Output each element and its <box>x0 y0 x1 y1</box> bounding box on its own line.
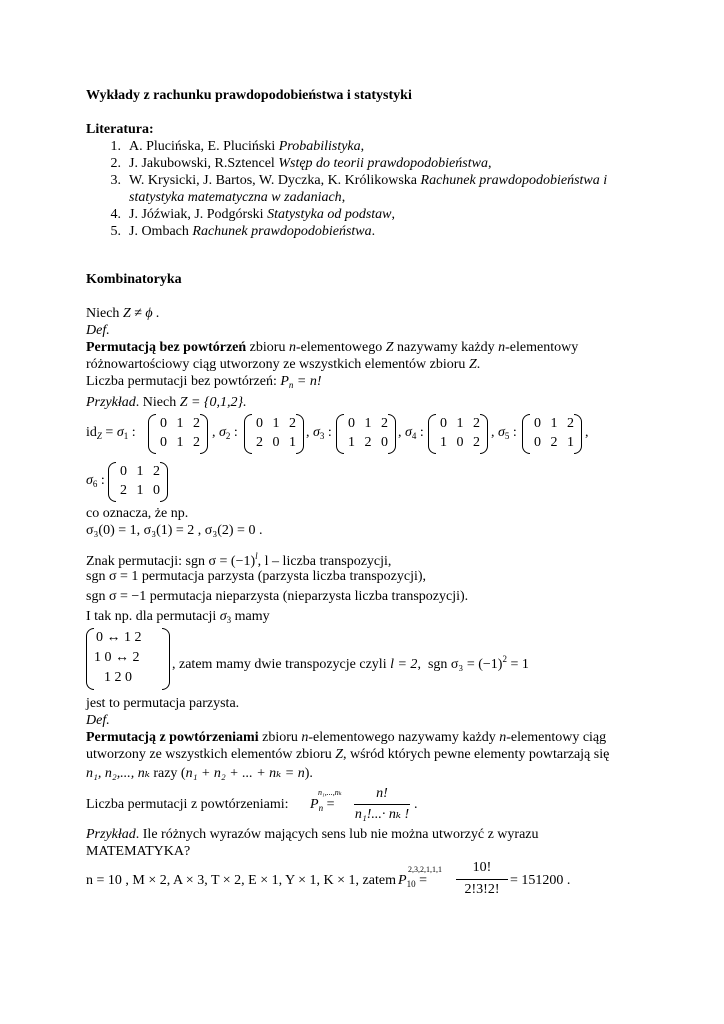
itak-line: I tak np. dla permutacji $\sigma_3$ mamy <box>86 609 270 625</box>
sigma6-label: $\sigma_6$ : <box>86 473 105 489</box>
definition2-line: Permutacją z powtórzeniami zbioru n-elementowego nazywamy każdy n-elementowy ciąg <box>86 730 607 745</box>
p-superscript: n₁,...,nₖ <box>318 788 342 797</box>
id-label: $id_Z = \sigma_1$ : <box>86 425 136 441</box>
example2-word: MATEMATYKA? <box>86 844 191 859</box>
fraction-denominator: n₁!...· nₖ ! <box>354 807 410 822</box>
document-page: Wykłady z rachunku prawdopodobieństwa i statystyki Literatura: 1. A. Plucińska, E. Pluciński Probabilistyka, 2. J. Jakubowski, R.Sztencel Wstęp do teorii prawdopodobieństwa, 3. W. Krysicki, J. Bartos, W. Dyczka, K. Królikowska Rachunek prawdopodobieństwa i statystyka matematyczna w zadaniach, 4. J. Jóźwiak, J. Podgórski Statystyka od podstaw, 5. J. Ombach Rachunek prawdopodobieństwa. Kombinatoryka Niech Z ≠ ϕ . Def. Permutacją bez powtórzeń zbioru n-elementowego Z nazywamy każdy n-elementowy różnowartościowy ciąg utworzony ze wszystkich elementów zbioru Z. Liczba permutacji bez powtórzeń: $P_n = n$! Przykład. Niech Z = {0,1,2}. $id_Z = \sigma_1$ : 0 1 2 0 1 2 , $\sigma_2$ : 0 1 2 2 0 1 , $\sigma_3$ : 0 1 2 1 2 0 , $\sigma_4$ : 0 1 2 1 0 2 , $\sigma_5$ : 0 1 2 0 2 1 , $\sigma_6$ : 0 1 2 2 1 0 co oznacza, że np. σ₃(0) = 1, σ₃(1) = 2 , σ₃(2) = 0 . Znak permutacji: sgn $\sigma = (-1)^l$, l – liczba transpozycji, sgn σ = 1 permutacja parzysta (parzysta liczba transpozycji), sgn σ = −1 permutacja nieparzysta (nieparzysta liczba transpozycji). I tak np. dla permutacji $\sigma_3$ mamy 0 ↔ 1 2 1 0 ↔ 2 1 2 0 , zatem mamy dwie transpozycje czyli l = 2, sgn $\sigma_3 = (-1)^2 = 1$ jest to permutacja parzysta. Def. Permutacją z powtórzeniami zbioru n-elementowego nazywamy każdy n-elementowy ciąg utworzony ze wszystkich elementów zbioru Z, wśród których pewne elementy powtarzają się n₁, n₂,..., nₖ razy (n₁ + n₂ + ... + nₖ = n). Liczba permutacji z powtórzeniami: $P_n$ = n₁,...,nₖ n! n₁!...· nₖ ! . Przykład. Ile różnych wyrazów mających sens lub nie można utworzyć z wyrazu MATEMATYKA? n = 10 , M × 2, A × 3, T × 2, E × 1, Y × 1, K × 1, zatem $P_{10}$ = 2,3,2,1,1,1 10! 2!3!2! = 151200 . <box>86 88 610 897</box>
fraction2-numerator: 10! <box>472 860 492 875</box>
matrix-sigma5: 0 1 2 0 2 1 <box>522 414 582 454</box>
definition2-line: utworzony ze wszystkich elementów zbioru Z, wśród których pewne elementy powtarzają się <box>86 747 610 762</box>
literatura-heading: Literatura: <box>86 122 154 137</box>
sgn-minus-line: sgn σ = −1 permutacja nieparzysta (nieparzysta liczba transpozycji). <box>86 589 469 604</box>
def-label-2: Def. <box>86 713 110 728</box>
example-line: Przykład. Niech Z = {0,1,2}. <box>86 395 247 410</box>
sigma2-label: , $\sigma_2$ : <box>212 425 238 441</box>
reference-item-continuation: statystyka matematyczna w zadaniach, <box>129 190 346 205</box>
fraction2-bar <box>456 879 508 880</box>
document-title: Wykłady z rachunku prawdopodobieństwa i statystyki <box>86 88 412 103</box>
definition-line: Permutacją bez powtórzeń zbioru n-elementowego Z nazywamy każdy n-elementowy <box>86 340 579 355</box>
fraction-numerator: n! <box>376 786 388 801</box>
p10-superscript: 2,3,2,1,1,1 <box>408 865 442 874</box>
p-symbol: $P_n$ = <box>310 797 335 813</box>
matrix-sigma1: 0 1 2 0 1 2 <box>148 414 208 454</box>
count-line: Liczba permutacji bez powtórzeń: $P_n = n$! <box>86 374 322 390</box>
sigma4-label: , $\sigma_4$ : <box>398 425 424 441</box>
matrix-sigma2: 0 1 2 2 0 1 <box>244 414 304 454</box>
transposition-text: , zatem mamy dwie transpozycje czyli l = 2, sgn $\sigma_3 = (-1)^2 = 1$ <box>172 654 529 672</box>
fraction-bar <box>354 804 410 805</box>
matrix-sigma4: 0 1 2 1 0 2 <box>428 414 488 454</box>
def-label: Def. <box>86 323 110 338</box>
fraction2-denominator: 2!3!2! <box>464 882 500 897</box>
section-heading: Kombinatoryka <box>86 272 182 287</box>
sigma3-label: , $\sigma_3$ : <box>306 425 332 441</box>
transposition-matrix: 0 ↔ 1 2 1 0 ↔ 2 1 2 0 <box>86 628 170 690</box>
sigma3-values: σ₃(0) = 1, σ₃(1) = 2 , σ₃(2) = 0 . <box>86 523 263 538</box>
matrix-sigma3: 0 1 2 1 2 0 <box>336 414 396 454</box>
co-oznacza-line: co oznacza, że np. <box>86 506 189 521</box>
example2-calculation: n = 10 , M × 2, A × 3, T × 2, E × 1, Y × 1, K × 1, zatem <box>86 873 396 888</box>
sgn-plus-line: sgn σ = 1 permutacja parzysta (parzysta liczba transpozycji), <box>86 569 427 584</box>
znak-line: Znak permutacji: sgn $\sigma = (-1)^l$, l – liczba transpozycji, <box>86 551 392 569</box>
matrix-sigma6: 0 1 2 2 1 0 <box>108 462 168 502</box>
p10-symbol: $P_{10}$ = <box>398 873 427 889</box>
definition-line: różnowartościowy ciąg utworzony ze wszystkich elementów zbioru Z. <box>86 357 481 372</box>
sigma5-label: , $\sigma_5$ : <box>491 425 517 441</box>
result-value: = 151200 . <box>510 873 571 888</box>
niech-line: Niech Z ≠ ϕ . <box>86 306 160 321</box>
parzysta-line: jest to permutacja parzysta. <box>86 696 240 711</box>
example2-line: Przykład. Ile różnych wyrazów mających sens lub nie można utworzyć z wyrazu <box>86 827 539 842</box>
count2-line: Liczba permutacji z powtórzeniami: <box>86 797 289 812</box>
definition2-line: n₁, n₂,..., nₖ razy (n₁ + n₂ + ... + nₖ = n). <box>86 766 313 781</box>
